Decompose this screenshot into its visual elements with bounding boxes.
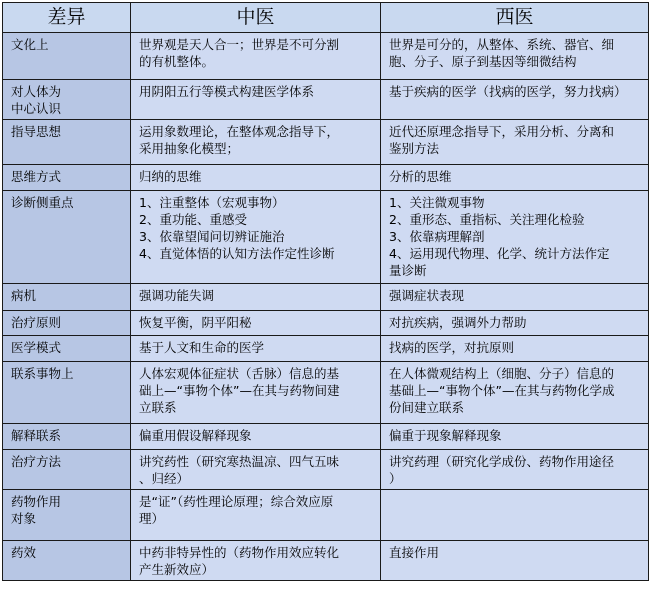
cell-text-line: 4、运用现代物理、化学、统计方法作定: [389, 246, 610, 261]
row-label-cell: [3, 191, 131, 284]
header-difference: 差异: [3, 3, 131, 33]
tcm-cell: [131, 284, 381, 311]
row-label-cell: [3, 284, 131, 311]
row-label-cell: [3, 424, 131, 450]
tcm-cell: [131, 362, 381, 424]
table-row: [3, 362, 649, 424]
row-label-cell: [3, 120, 131, 165]
western-cell: [381, 450, 649, 490]
cell-text-line: 对抗疾病，强调外力帮助: [389, 315, 527, 330]
cell-text-line: 理）: [139, 511, 165, 526]
cell-text-line: 基于人文和生命的医学: [139, 340, 265, 355]
cell-text-line: 中心认识: [11, 101, 62, 116]
cell-text-line: 2、重功能、重感受: [139, 212, 247, 227]
row-label-cell: [3, 450, 131, 490]
cell-text-line: 份间建立联系: [389, 400, 465, 415]
cell-text-line: 指导思想: [11, 124, 62, 139]
row-label-cell: [3, 541, 131, 581]
western-cell: [381, 490, 649, 541]
header-tcm: 中医: [131, 3, 381, 33]
cell-text-line: 药物作用: [11, 494, 62, 509]
cell-text-line: 近代还原理念指导下，采用分析、分离和: [389, 124, 615, 139]
cell-text-line: 解释联系: [11, 428, 62, 443]
tcm-cell: [131, 165, 381, 191]
cell-text-line: 强调症状表现: [389, 288, 465, 303]
comparison-table: [2, 2, 649, 581]
row-label-cell: [3, 362, 131, 424]
cell-text-line: 治疗原则: [11, 315, 62, 330]
cell-text-line: 1、关注微观事物: [389, 195, 485, 210]
cell-text-line: 基础上—“事物个体”—在其与药物化学成: [389, 383, 615, 398]
table-row: [3, 80, 649, 120]
tcm-cell: [131, 541, 381, 581]
cell-text-line: 在人体微观结构上（细胞、分子）信息的: [389, 366, 615, 381]
row-label-cell: [3, 311, 131, 336]
cell-text-line: 分析的思维: [389, 169, 452, 184]
western-cell: [381, 541, 649, 581]
table-row: [3, 450, 649, 490]
cell-text-line: 人体宏观体征症状（舌脉）信息的基: [139, 366, 340, 381]
tcm-cell: [131, 336, 381, 362]
table-row: [3, 311, 649, 336]
table-row: [3, 490, 649, 541]
cell-text-line: 用阴阳五行等模式构建医学体系: [139, 84, 315, 99]
cell-text-line: 鉴别方法: [389, 141, 440, 156]
table-row: [3, 120, 649, 165]
western-cell: [381, 191, 649, 284]
row-label-cell: [3, 165, 131, 191]
cell-text-line: 思维方式: [11, 169, 62, 184]
cell-text-line: 运用象数理论，在整体观念指导下，: [139, 124, 340, 139]
header-western-medicine: 西医: [381, 3, 649, 33]
cell-text-line: 联系事物上: [11, 366, 74, 381]
cell-text-line: 胞、分子、原子到基因等细微结构: [389, 54, 577, 69]
western-cell: [381, 284, 649, 311]
cell-text-line: 诊断侧重点: [11, 195, 74, 210]
western-cell: [381, 311, 649, 336]
row-label-cell: [3, 80, 131, 120]
tcm-cell: [131, 80, 381, 120]
tcm-cell: [131, 490, 381, 541]
western-cell: [381, 120, 649, 165]
western-cell: [381, 362, 649, 424]
cell-text-line: 2、重形态、重指标、关注理化检验: [389, 212, 585, 227]
cell-text-line: 药效: [11, 545, 37, 560]
cell-text-line: 世界是可分的，从整体、系统、器官、细: [389, 37, 615, 52]
cell-text-line: 直接作用: [389, 545, 440, 560]
western-cell: [381, 80, 649, 120]
cell-text-line: 医学模式: [11, 340, 62, 355]
tcm-cell: [131, 33, 381, 80]
cell-text-line: 对象: [11, 511, 37, 526]
cell-text-line: 产生新效应）: [139, 562, 215, 577]
cell-text-line: 文化上: [11, 37, 49, 52]
cell-text-line: 恢复平衡，阴平阳秘: [139, 315, 252, 330]
cell-text-line: 世界观是天人合一；世界是不可分割: [139, 37, 340, 52]
cell-text-line: 立联系: [139, 400, 177, 415]
cell-text-line: 对人体为: [11, 84, 62, 99]
table-row: [3, 424, 649, 450]
table-row: [3, 541, 649, 581]
western-cell: [381, 33, 649, 80]
cell-text-line: 4、直觉体悟的认知方法作定性诊断: [139, 246, 335, 261]
cell-text-line: 中药非特异性的（药物作用效应转化: [139, 545, 340, 560]
table-row: [3, 165, 649, 191]
cell-text-line: 病机: [11, 288, 37, 303]
cell-text-line: 偏重于现象解释现象: [389, 428, 502, 443]
western-cell: [381, 424, 649, 450]
table-row: [3, 33, 649, 80]
western-cell: [381, 165, 649, 191]
cell-text-line: 讲究药性（研究寒热温凉、四气五味: [139, 454, 340, 469]
cell-text-line: 找病的医学，对抗原则: [389, 340, 515, 355]
western-cell: [381, 336, 649, 362]
table-row: [3, 336, 649, 362]
cell-text-line: 1、注重整体（宏观事物）: [139, 195, 285, 210]
table-row: [3, 284, 649, 311]
cell-text-line: 3、依靠望闻问切辨证施治: [139, 229, 285, 244]
tcm-cell: [131, 191, 381, 284]
cell-text-line: 、归经）: [139, 471, 190, 486]
header-row: [3, 3, 649, 33]
cell-text-line: 是“证”（药性理论原理；综合效应原: [139, 494, 334, 509]
cell-text-line: 偏重用假设解释现象: [139, 428, 252, 443]
cell-text-line: 强调功能失调: [139, 288, 215, 303]
cell-text-line: 的有机整体。: [139, 54, 215, 69]
cell-text-line: 采用抽象化模型；: [139, 141, 240, 156]
row-label-cell: [3, 490, 131, 541]
cell-text-line: 基于疾病的医学（找病的医学，努力找病）: [389, 84, 627, 99]
cell-text-line: 3、依靠病理解剖: [389, 229, 485, 244]
cell-text-line: ）: [389, 471, 402, 486]
tcm-cell: [131, 120, 381, 165]
cell-text-line: 讲究药理（研究化学成份、药物作用途径: [389, 454, 615, 469]
cell-text-line: 础上—“事物个体”—在其与药物间建: [139, 383, 340, 398]
row-label-cell: [3, 336, 131, 362]
tcm-cell: [131, 450, 381, 490]
row-label-cell: [3, 33, 131, 80]
tcm-cell: [131, 311, 381, 336]
tcm-cell: [131, 424, 381, 450]
cell-text-line: 归纳的思维: [139, 169, 202, 184]
cell-text-line: 量诊断: [389, 263, 427, 278]
table-body: [3, 33, 649, 581]
table-row: [3, 191, 649, 284]
cell-text-line: 治疗方法: [11, 454, 62, 469]
